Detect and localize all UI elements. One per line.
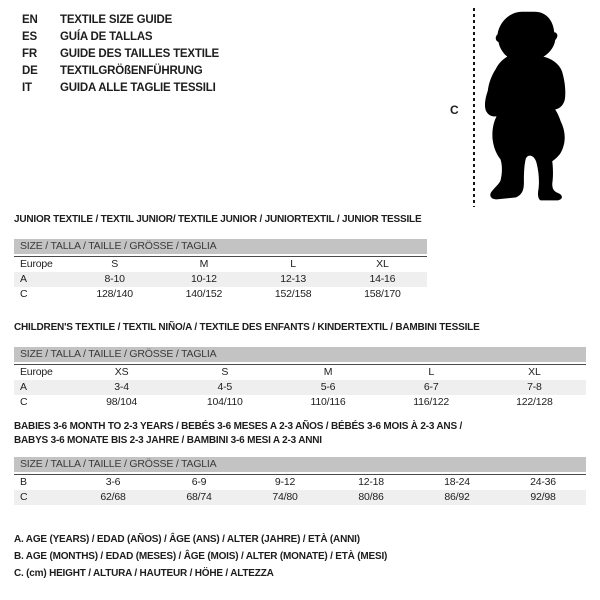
row-label: C xyxy=(20,288,28,300)
table-row xyxy=(14,490,586,505)
language-title: TEXTILE SIZE GUIDE xyxy=(60,14,173,26)
table-cell: L xyxy=(428,366,435,378)
figure-height-label: C xyxy=(450,103,459,117)
legend-line-c: C. (cm) HEIGHT / ALTURA / HAUTEUR / HÖHE / ALTEZZA xyxy=(14,568,274,579)
height-figure xyxy=(440,0,600,215)
table-cell: 18-24 xyxy=(444,476,470,488)
table-cell: 10-12 xyxy=(190,273,217,285)
table-title-line1: BABIES 3-6 MONTH TO 2-3 YEARS / BEBÉS 3-6 MESES A 2-3 AÑOS / BÉBÉS 3-6 MOIS À 2-3 ANS / xyxy=(14,421,463,432)
language-title-list xyxy=(22,12,219,97)
table-cell: 110/116 xyxy=(310,396,346,408)
row-label: B xyxy=(20,476,27,488)
language-code: FR xyxy=(22,48,37,60)
size-header-bar: SIZE / TALLA / TAILLE / GRÖSSE / TAGLIA xyxy=(14,239,427,254)
table-cell: L xyxy=(290,258,296,270)
table-cell: M xyxy=(199,258,209,270)
table-row xyxy=(14,380,586,395)
table-cell: 140/152 xyxy=(185,288,223,300)
table-cell: 62/68 xyxy=(100,491,126,503)
baby-silhouette-icon xyxy=(440,0,600,215)
table-cell: 4-5 xyxy=(217,381,233,393)
language-title: GUIDA ALLE TAGLIE TESSILI xyxy=(60,82,216,94)
language-title: GUIDE DES TAILLES TEXTILE xyxy=(60,48,219,60)
table-cell: 6-7 xyxy=(423,381,439,393)
table-cell: 158/170 xyxy=(364,288,401,300)
table-cell: XS xyxy=(114,366,129,378)
language-code: ES xyxy=(22,31,37,43)
table-cell: 80/86 xyxy=(358,491,384,503)
table-row xyxy=(14,287,427,302)
table-cell: 3-6 xyxy=(105,476,121,488)
table-cell: XL xyxy=(376,258,389,270)
table-cell: 24-36 xyxy=(530,476,556,488)
table-cell: 3-4 xyxy=(114,381,129,393)
legend-line-a: A. AGE (YEARS) / EDAD (AÑOS) / ÂGE (ANS) / ALTER (JAHRE) / ETÀ (ANNI) xyxy=(14,534,360,545)
childrens-textile-section xyxy=(14,321,586,410)
language-title: GUÍA DE TALLAS xyxy=(60,31,153,43)
size-table xyxy=(14,256,427,302)
row-label: Europe xyxy=(20,366,53,378)
table-cell: 6-9 xyxy=(191,476,207,488)
table-cell: XL xyxy=(528,366,541,378)
babies-textile-section xyxy=(14,420,586,505)
table-row xyxy=(14,365,586,380)
table-title: JUNIOR TEXTILE / TEXTIL JUNIOR/ TEXTILE JUNIOR / JUNIORTEXTIL / JUNIOR TESSILE xyxy=(14,214,422,225)
table-row xyxy=(14,272,427,287)
table-cell: 92/98 xyxy=(530,491,556,503)
table-cell: 74/80 xyxy=(272,491,298,503)
language-row xyxy=(22,29,219,46)
table-cell: 116/122 xyxy=(413,396,450,408)
legend-line-b: B. AGE (MONTHS) / EDAD (MESES) / ÂGE (MOIS) / ALTER (MONATE) / ETÀ (MESI) xyxy=(14,551,388,562)
language-code: DE xyxy=(22,65,38,77)
size-table xyxy=(14,474,586,505)
table-row xyxy=(14,257,427,272)
table-cell: 12-13 xyxy=(280,273,307,285)
row-label: Europe xyxy=(20,258,53,270)
row-label: C xyxy=(20,491,28,503)
table-cell: 9-12 xyxy=(274,476,296,488)
table-row xyxy=(14,395,586,410)
table-cell: 122/128 xyxy=(516,396,553,408)
table-cell: 98/104 xyxy=(106,396,138,408)
table-cell: M xyxy=(323,366,333,378)
table-cell: 104/110 xyxy=(206,396,243,408)
table-cell: 8-10 xyxy=(104,273,125,285)
table-cell: 152/158 xyxy=(274,288,312,300)
table-cell: 7-8 xyxy=(527,381,542,393)
language-code: EN xyxy=(22,14,38,26)
language-row xyxy=(22,46,219,63)
language-code: IT xyxy=(22,82,32,94)
size-header-bar: SIZE / TALLA / TAILLE / GRÖSSE / TAGLIA xyxy=(14,347,586,362)
table-title-line2: BABYS 3-6 MONATE BIS 2-3 JAHRE / BAMBINI 3-6 MESI A 2-3 ANNI xyxy=(14,435,322,446)
measurement-legend xyxy=(14,531,387,582)
row-label: A xyxy=(20,273,27,285)
table-cell: 12-18 xyxy=(358,476,384,488)
table-cell: S xyxy=(221,366,229,378)
table-cell: 128/140 xyxy=(96,288,133,300)
size-table xyxy=(14,364,586,410)
table-cell: 14-16 xyxy=(369,273,396,285)
table-cell: 5-6 xyxy=(320,381,336,393)
junior-textile-section xyxy=(14,213,427,302)
language-row xyxy=(22,80,219,97)
row-label: A xyxy=(20,381,27,393)
table-cell: S xyxy=(111,258,119,270)
table-row xyxy=(14,475,586,490)
table-title: CHILDREN'S TEXTILE / TEXTIL NIÑO/A / TEXTILE DES ENFANTS / KINDERTEXTIL / BAMBINI TESSILE xyxy=(14,322,480,333)
language-row xyxy=(22,12,219,29)
row-label: C xyxy=(20,396,28,408)
table-cell: 86/92 xyxy=(444,491,470,503)
table-cell: 68/74 xyxy=(186,491,212,503)
language-row xyxy=(22,63,219,80)
language-title: TEXTILGRÖßENFÜHRUNG xyxy=(60,65,203,77)
size-header-bar: SIZE / TALLA / TAILLE / GRÖSSE / TAGLIA xyxy=(14,457,586,472)
